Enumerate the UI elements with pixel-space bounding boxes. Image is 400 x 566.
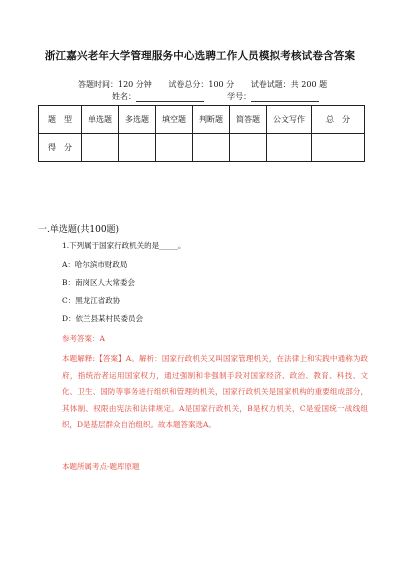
- score-cell: [156, 134, 193, 162]
- score-table-header-cell: 多选题: [119, 106, 156, 134]
- score-cell: [267, 134, 312, 162]
- score-cell: [82, 134, 119, 162]
- score-table-header-row: [39, 106, 365, 134]
- option-d: D：依兰县某村民委员会: [62, 314, 144, 323]
- option-b: B：南岗区人大常委会: [62, 278, 136, 287]
- exam-title: 浙江嘉兴老年大学管理服务中心选聘工作人员模拟考核试卷含答案: [44, 50, 356, 62]
- option-a: A：哈尔滨市财政局: [62, 260, 128, 269]
- score-row-label: 得 分: [39, 134, 82, 162]
- score-cell: [230, 134, 267, 162]
- total-score: 试卷总分：100 分: [168, 80, 235, 89]
- answer-explanation: 本题解释:【答案】A。解析：国家行政机关又叫国家管理机关，在法律上和实践中通称为政府，指统治者运用国家权力，通过强制和非强制手段对国家经济、政治、教育、科技、文化、卫生、国防等事务进行组织和管理的机关，国家行政机关是国家机构的重要组成部分，其体制、权限由宪法和法律规定。A是国家行政机关，B是权力机关，C是爱国统一战线组织，D是基层群众自治组织。故本题答案选A。: [62, 354, 368, 430]
- score-cell: [119, 134, 156, 162]
- reference-answer: 参考答案：A: [62, 334, 105, 343]
- score-table-header-cell: 总 分: [312, 106, 365, 134]
- exam-time: 答题时间：120 分钟: [78, 80, 152, 89]
- score-cell: [193, 134, 230, 162]
- score-table-header-cell: 判断题: [193, 106, 230, 134]
- option-c: C：黑龙江省政协: [62, 296, 121, 305]
- score-cell: [312, 134, 365, 162]
- score-table-header-cell: 题 型: [39, 106, 82, 134]
- question-text: 1.下列属于国家行政机关的是_____。: [62, 241, 186, 250]
- score-table: [38, 105, 365, 162]
- question-source: 本题所属考点-题库原题: [62, 462, 140, 471]
- id-label: 学号：: [227, 92, 252, 101]
- name-blank: [136, 92, 204, 102]
- score-table-header-cell: 公文写作: [267, 106, 312, 134]
- id-blank: [251, 92, 319, 102]
- question-count: 试卷试题：共 200 题: [250, 80, 328, 89]
- score-table-header-cell: 简答题: [230, 106, 267, 134]
- student-info-line: [112, 91, 319, 102]
- score-table-score-row: [39, 134, 365, 162]
- name-label: 姓名：: [112, 92, 136, 101]
- section-heading: 一.单选题(共100题): [38, 225, 120, 235]
- score-table-header-cell: 填空题: [156, 106, 193, 134]
- score-table-header-cell: 单选题: [82, 106, 119, 134]
- exam-info-line: [78, 79, 341, 90]
